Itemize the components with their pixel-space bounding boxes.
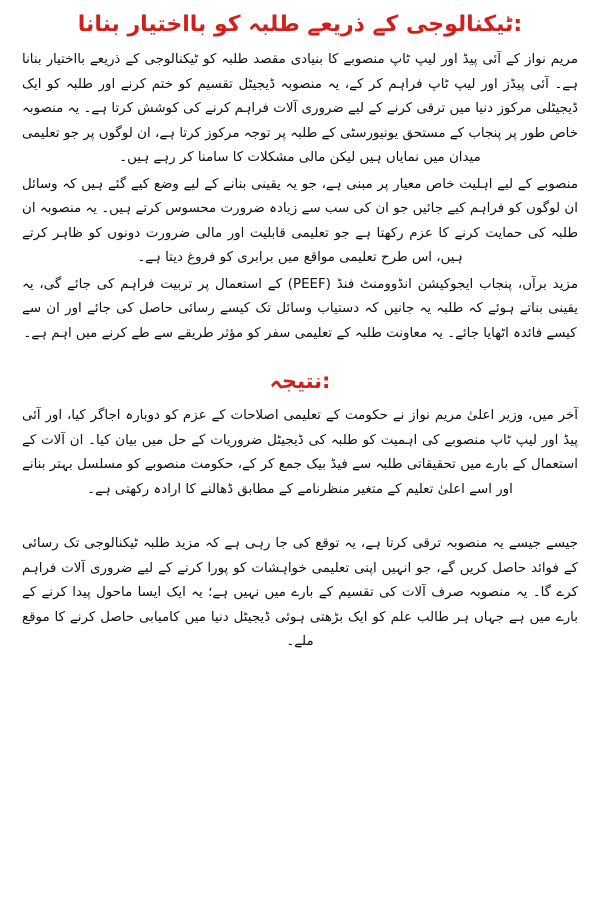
paragraph-conclusion-1: آخر میں، وزیر اعلیٰ مریم نواز نے حکومت کے تعلیمی اصلاحات کے عزم کو دوبارہ اجاگر کیا، اور آئی پیڈ اور لیپ ٹاپ منصوبے کی اہمیت کو طلبہ کی ڈیجیٹل ضروریات کے حل میں بیان کیا۔ ان آلات کے استعمال کے بارے میں تحقیقاتی طلبہ سے فیڈ بیک جمع کر کے، حکومت منصوبے کو مسلسل بہتر بنانے اور اسے اعلیٰ تعلیم کے متغیر منظرنامے کے مطابق ڈھالنے کا ارادہ رکھتی ہے۔: [22, 408, 578, 497]
paragraph-peef-training: مزید برآں، پنجاب ایجوکیشن انڈوومنٹ فنڈ (PEEF) کے استعمال پر تربیت فراہم کی جائے گی، یہ یقینی بناتے ہوئے کہ طلبہ یہ جانیں کہ دستیاب وسائل تک کیسے رسائی حاصل کی جائے اور ان سے کیسے فائدہ اٹھایا جائے۔ یہ معاونت طلبہ کے تعلیمی سفر کو مؤثر طریقے سے طے کرنے میں اہم ہے۔: [22, 276, 578, 341]
paragraph-empowerment-1: مریم نواز کے آئی پیڈ اور لیپ ٹاپ منصوبے کا بنیادی مقصد طلبہ کو ٹیکنالوجی کے ذریعے بااختیار بنانا ہے۔ آئی پیڈز اور لیپ ٹاپ فراہم کر کے، یہ منصوبہ ڈیجیٹل تقسیم کو ختم کرنے اور طلبہ کو ایک ڈیجیٹلی مرکوز دنیا میں ترقی کرنے کے لیے ضروری آلات فراہم کرنے کی کوشش کرتا ہے۔ یہ منصوبہ خاص طور پر پنجاب کے مستحق یونیورسٹی کے طلبہ پر توجہ مرکوز کرتا ہے، ان لوگوں پر جو تعلیمی میدان میں نمایاں ہیں لیکن مالی مشکلات کا سامنا کر رہے ہیں۔: [22, 52, 578, 165]
paragraph-eligibility: منصوبے کے لیے اہلیت خاص معیار پر مبنی ہے، جو یہ یقینی بنانے کے لیے وضع کیے گئے ہیں کہ وسائل ان لوگوں کو فراہم کیے جائیں جو ان کی سب سے زیادہ ضرورت محسوس کرتے ہیں۔ یہ منصوبہ ان طلبہ کی حمایت کرنے کا عزم رکھتا ہے جو تعلیمی قابلیت اور مالی ضرورت دونوں کو ظاہر کرتے ہیں، اس طرح تعلیمی مواقع میں برابری کو فروغ دیتا ہے۔: [22, 176, 578, 265]
paragraph-conclusion-2: جیسے جیسے یہ منصوبہ ترقی کرتا ہے، یہ توقع کی جا رہی ہے کہ مزید طلبہ ٹیکنالوجی تک رسائی کے فوائد حاصل کریں گے، جو انہیں اپنی تعلیمی خواہشات کو پورا کرنے کے لیے ضروری آلات فراہم کرے گا۔ یہ منصوبہ صرف آلات کی تقسیم کے بارے میں نہیں ہے؛ یہ ایک ایسا ماحول پیدا کرنے کے بارے میں ہے جہاں ہر طالب علم کو ایک بڑھتی ہوئی ڈیجیٹل دنیا میں کامیابی حاصل کرنے کا موقع ملے۔: [22, 536, 578, 649]
section-heading-conclusion: :نتیجہ: [269, 369, 331, 393]
section-heading-empowerment: :ٹیکنالوجی کے ذریعے طلبہ کو بااختیار بنانا: [77, 12, 523, 37]
